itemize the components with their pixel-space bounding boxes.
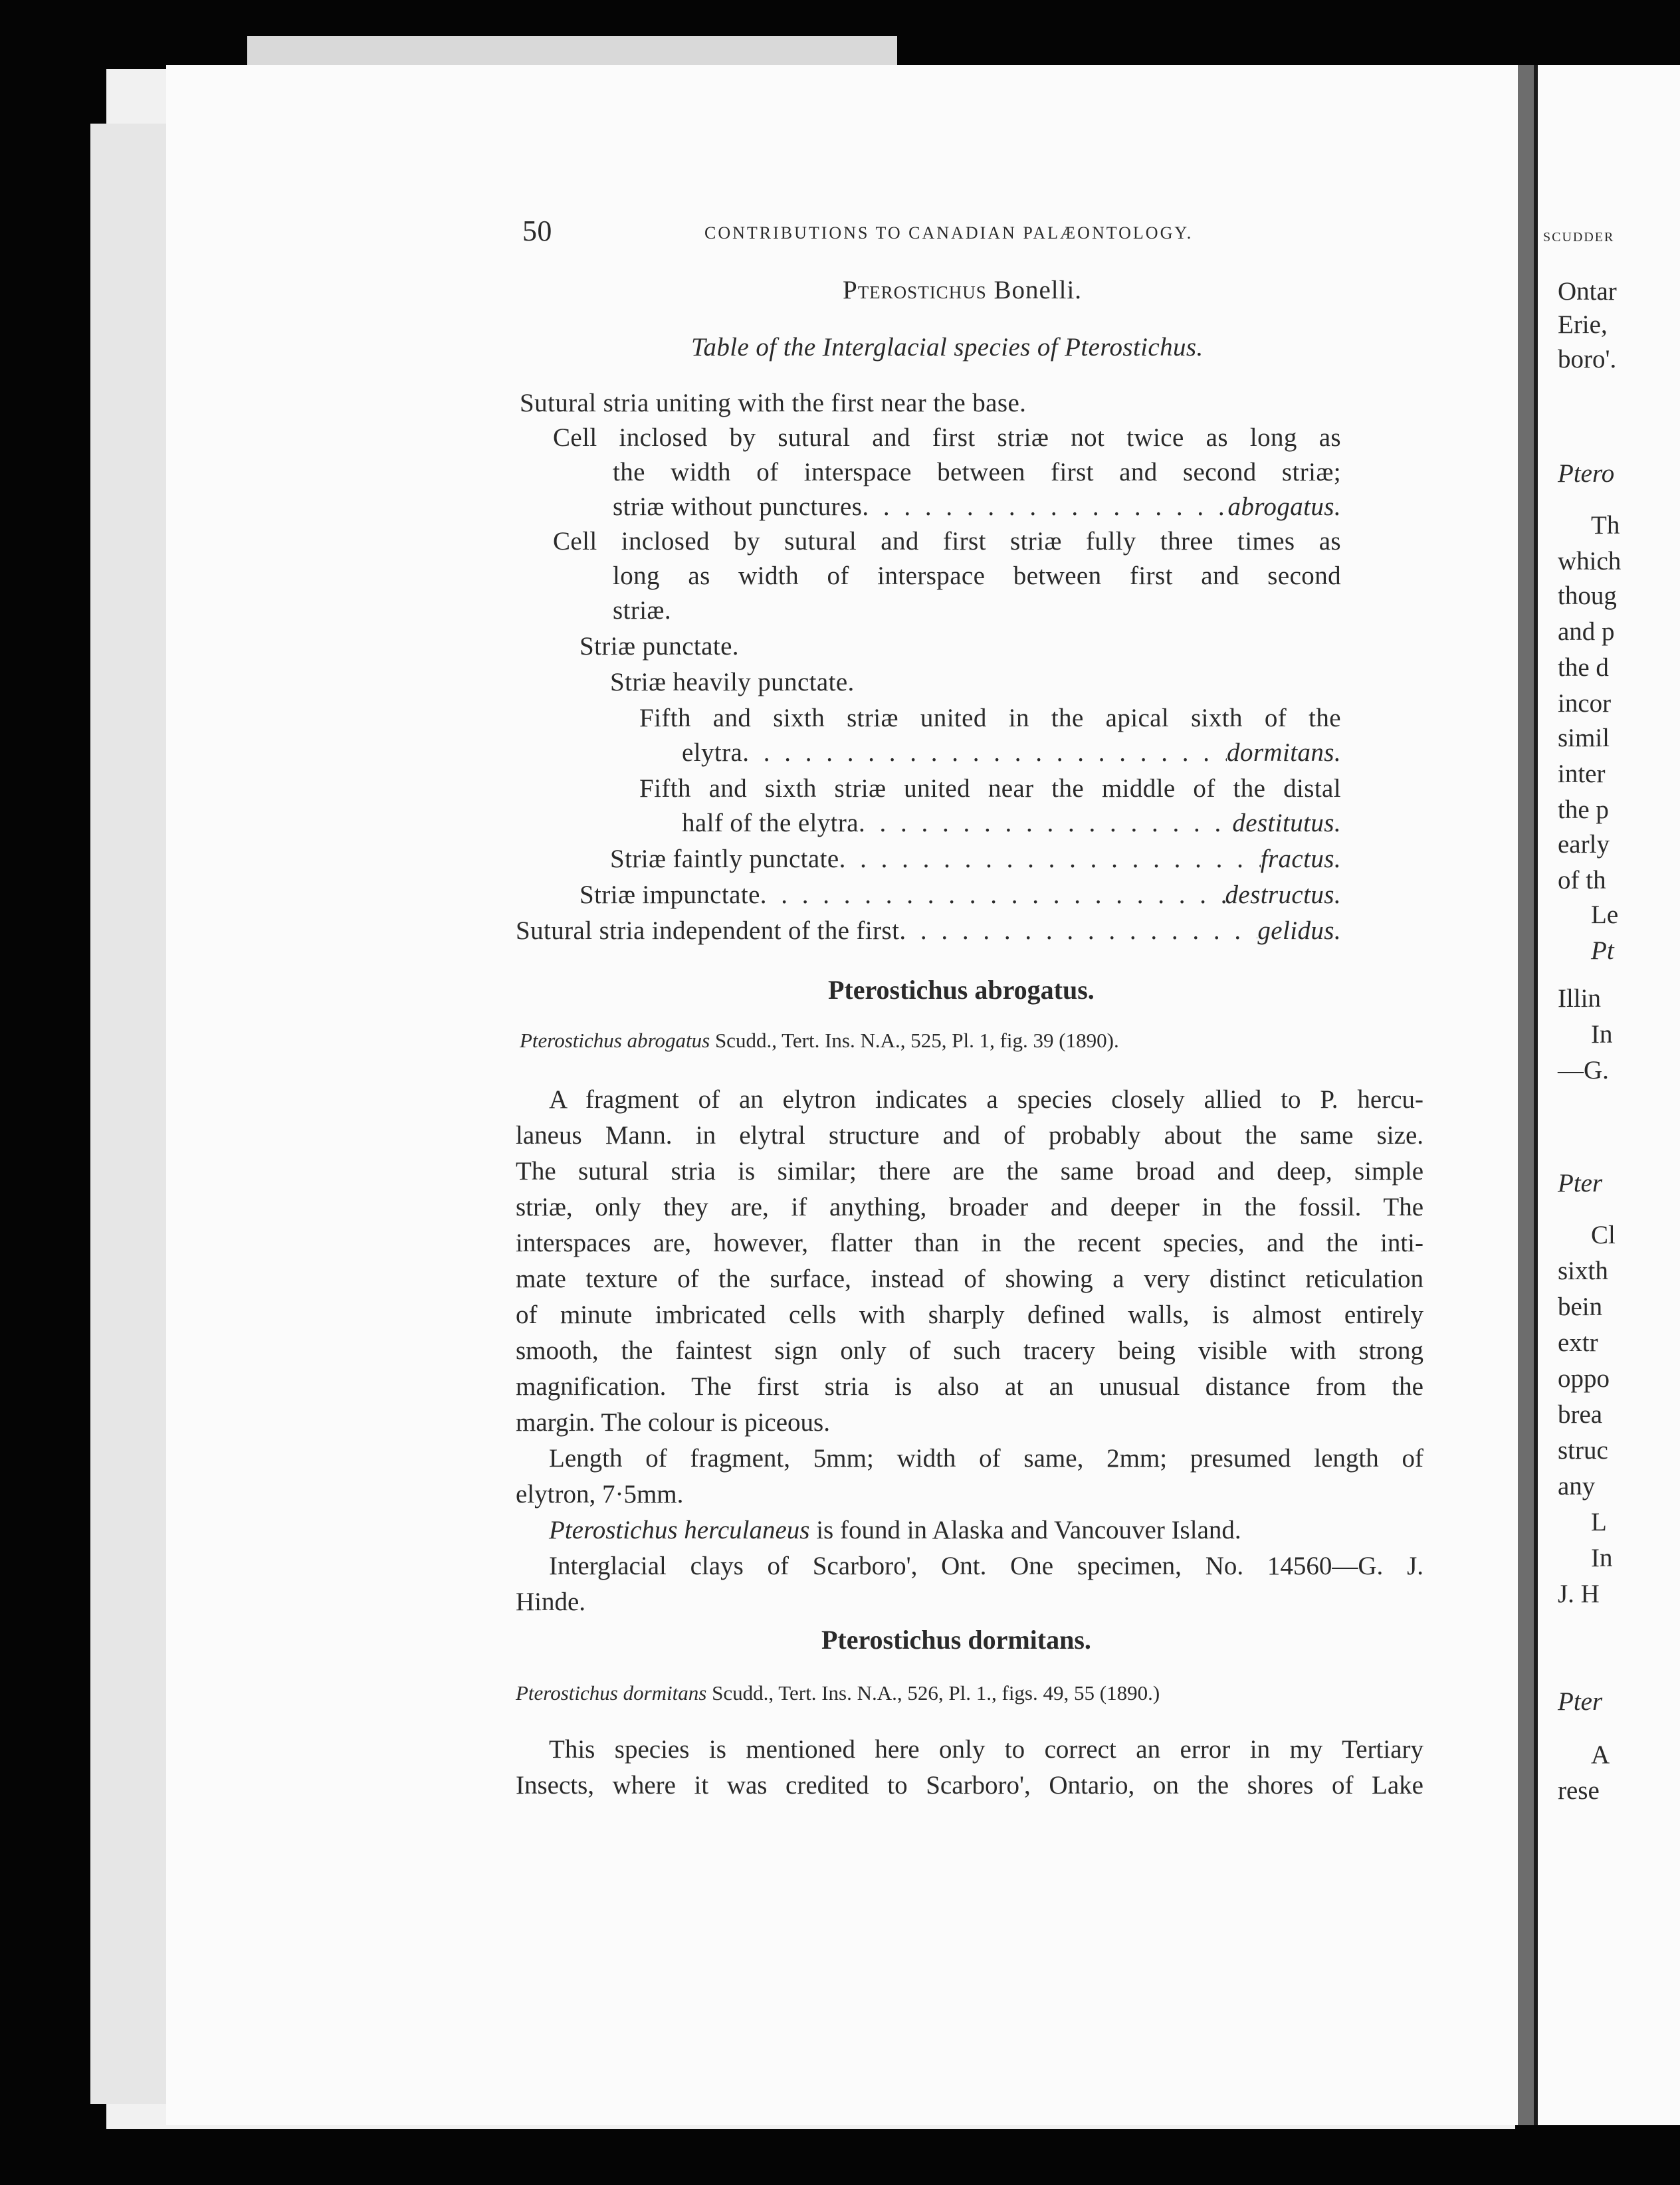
right-page-fragment: boro'. <box>1558 345 1617 373</box>
dot-leader <box>862 492 1227 522</box>
key-line: Sutural stria uniting with the first near the base. <box>520 389 1027 417</box>
right-page-fragment: Le <box>1591 900 1619 929</box>
right-page <box>1538 65 1680 2125</box>
body-line: magnification. The first stria is also at an unusual distance from the <box>516 1372 1423 1401</box>
body-line: margin. The colour is piceous. <box>516 1408 830 1437</box>
right-page-fragment: extr <box>1558 1328 1598 1357</box>
key-leader-line <box>613 492 1341 522</box>
key-line: Fifth and sixth striæ united near the middle of the distal <box>639 774 1341 803</box>
key-line: the width of interspace between first and second striæ; <box>613 458 1341 486</box>
genus-name: Pterostichus <box>843 276 987 304</box>
key-species: dormitans. <box>1227 738 1341 767</box>
right-page-fragment: Pter <box>1558 1169 1603 1197</box>
key-leader-text: half of the elytra <box>682 809 859 837</box>
key-line: striæ. <box>613 596 671 625</box>
key-species: gelidus. <box>1257 916 1341 945</box>
key-species: fractus. <box>1260 845 1341 873</box>
page-number: 50 <box>522 215 552 247</box>
species-heading-dormitans: Pterostichus dormitans. <box>821 1625 1091 1655</box>
key-leader-line <box>579 880 1341 910</box>
body-text: is found in Alaska and Vancouver Island. <box>816 1516 1241 1544</box>
right-page-fragment: sixth <box>1558 1257 1608 1285</box>
species-heading-abrogatus: Pterostichus abrogatus. <box>828 975 1095 1005</box>
right-page-fragment: Pt <box>1591 936 1614 965</box>
dot-leader <box>859 808 1232 838</box>
body-line: laneus Mann. in elytral structure and of probably about the same size. <box>516 1121 1423 1150</box>
right-page-fragment: and p <box>1558 617 1615 646</box>
right-page-fragment: any <box>1558 1472 1596 1501</box>
key-leader-text: Striæ impunctate <box>579 881 760 909</box>
right-page-fragment: early <box>1558 830 1610 859</box>
key-line: Cell inclosed by sutural and first striæ not twice as long as <box>553 423 1341 452</box>
right-page-fragment: of th <box>1558 866 1606 894</box>
body-line: smooth, the faintest sign only of such tracery being visible with strong <box>516 1336 1423 1365</box>
body-line: of minute imbricated cells with sharply defined walls, is almost entirely <box>516 1301 1423 1329</box>
right-page-fragment: Erie, <box>1558 310 1608 339</box>
right-page-fragment: J. H <box>1558 1580 1600 1608</box>
key-leader-line <box>682 738 1341 768</box>
right-page-fragment: inter <box>1558 760 1606 788</box>
key-leader-text: striæ without punctures <box>613 492 863 521</box>
body-line: elytron, 7·5mm. <box>516 1480 684 1509</box>
right-page-fragment: rese <box>1558 1776 1600 1805</box>
key-line: Fifth and sixth striæ united in the apical sixth of the <box>639 704 1341 732</box>
right-page-fragment: —G. <box>1558 1056 1609 1085</box>
key-line: Striæ punctate. <box>579 632 739 661</box>
key-leader-line <box>682 808 1341 838</box>
right-page-fragment: Cl <box>1591 1221 1616 1249</box>
body-species-name: Pterostichus herculaneus <box>549 1516 810 1544</box>
body-line: This species is mentioned here only to correct an error in my Tertiary <box>549 1735 1423 1764</box>
body-line-measurements: Length of fragment, 5mm; width of same, 2mm; presumed length of <box>549 1444 1423 1473</box>
key-leader-line <box>610 844 1341 874</box>
body-line: striæ, only they are, if anything, broader and deeper in the fossil. The <box>516 1193 1423 1221</box>
body-line: Interglacial clays of Scarboro', Ont. One specimen, No. 14560—G. J. <box>549 1552 1423 1580</box>
right-page-fragment: Ptero <box>1558 459 1615 488</box>
dot-leader <box>760 880 1225 910</box>
right-page-fragment: brea <box>1558 1400 1603 1429</box>
citation-source: Scudd., Tert. Ins. N.A., 526, Pl. 1., figs. 49, 55 (1890.) <box>712 1681 1160 1705</box>
citation-species: Pterostichus abrogatus <box>520 1029 710 1052</box>
body-line: Insects, where it was credited to Scarboro', Ontario, on the shores of Lake <box>516 1771 1423 1800</box>
right-page-fragment: In <box>1591 1020 1613 1049</box>
key-line: long as width of interspace between first and second <box>613 562 1341 590</box>
book-gutter <box>1518 65 1534 2125</box>
right-page-fragment: L <box>1591 1508 1607 1536</box>
right-page-fragment: A <box>1591 1740 1610 1769</box>
right-page-fragment: the p <box>1558 795 1609 824</box>
right-page-fragment: Ontar <box>1558 277 1617 306</box>
citation-species: Pterostichus dormitans <box>516 1681 707 1705</box>
key-species: destructus. <box>1225 881 1341 909</box>
right-page-fragment: bein <box>1558 1293 1603 1321</box>
body-line: The sutural stria is similar; there are the same broad and deep, simple <box>516 1157 1423 1186</box>
right-page-fragment: Illin <box>1558 984 1601 1013</box>
key-leader-text: Striæ faintly punctate <box>610 845 839 873</box>
table-title: Table of the Interglacial species of Pterostichus. <box>691 333 1204 362</box>
genus-heading <box>843 275 1082 305</box>
genus-author: Bonelli. <box>994 276 1083 304</box>
body-line: A fragment of an elytron indicates a species closely allied to P. hercu- <box>549 1085 1423 1114</box>
body-line: interspaces are, however, flatter than in the recent species, and the inti- <box>516 1229 1423 1257</box>
body-line <box>549 1515 1241 1545</box>
right-page-fragment: In <box>1591 1544 1613 1572</box>
paper-edge-strip <box>247 36 897 66</box>
right-page-fragment: struc <box>1558 1436 1608 1465</box>
key-leader-line <box>516 916 1341 946</box>
body-line: Hinde. <box>516 1588 586 1616</box>
citation-abrogatus <box>520 1029 1119 1053</box>
key-leader-text: elytra <box>682 738 743 767</box>
key-species: abrogatus. <box>1227 492 1341 521</box>
dot-leader <box>742 738 1227 768</box>
dot-leader <box>899 916 1257 946</box>
citation-dormitans <box>516 1681 1160 1705</box>
body-line: mate texture of the surface, instead of showing a very distinct reticulation <box>516 1265 1423 1293</box>
right-page-fragment: which <box>1558 547 1622 575</box>
right-page-fragment: Pter <box>1558 1687 1603 1716</box>
right-page-fragment: simil <box>1558 724 1610 752</box>
right-page-fragment: Th <box>1591 511 1620 540</box>
running-title: CONTRIBUTIONS TO CANADIAN PALÆONTOLOGY. <box>704 223 1194 243</box>
key-line: Striæ heavily punctate. <box>610 668 855 696</box>
right-running-title: SCUDDER <box>1543 230 1615 245</box>
key-species: destitutus. <box>1232 809 1341 837</box>
key-line: Cell inclosed by sutural and first striæ fully three times as <box>553 527 1341 556</box>
right-page-fragment: thoug <box>1558 581 1617 610</box>
citation-source: Scudd., Tert. Ins. N.A., 525, Pl. 1, fig. 39 (1890). <box>714 1029 1119 1052</box>
right-page-fragment: oppo <box>1558 1364 1610 1393</box>
right-page-fragment: incor <box>1558 689 1612 718</box>
right-page-fragment: the d <box>1558 653 1609 682</box>
dot-leader <box>839 844 1261 874</box>
key-leader-text: Sutural stria independent of the first <box>516 916 900 945</box>
